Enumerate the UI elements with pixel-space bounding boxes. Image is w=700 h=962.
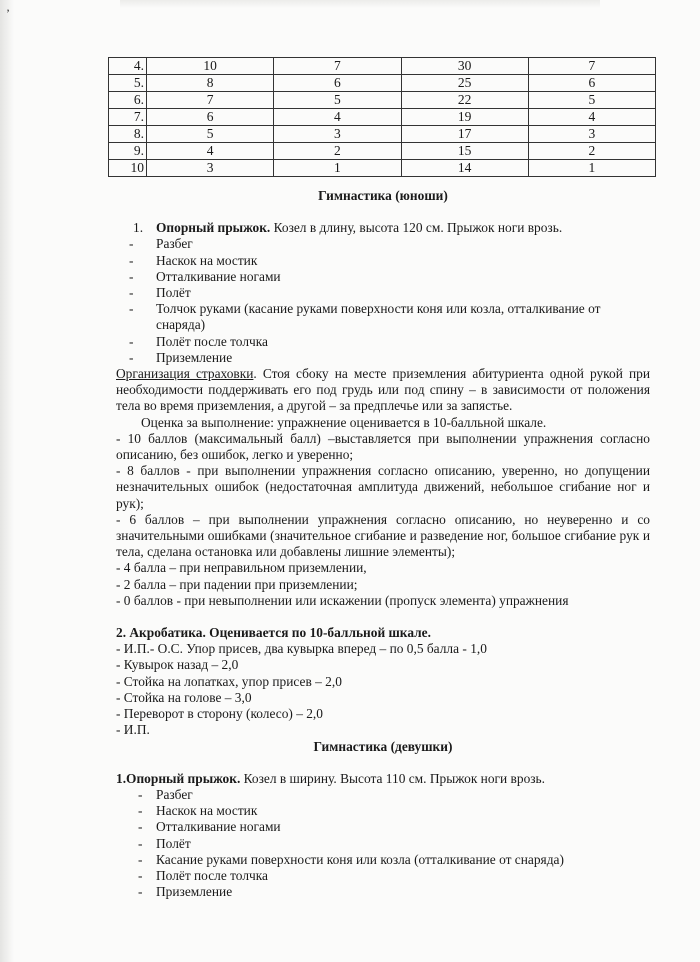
bullet-dash: - xyxy=(129,301,134,317)
table-cell: 5 xyxy=(147,126,274,143)
grading-line: - 0 баллов - при невыполнении или искажении (пропуск элемента) упражнения xyxy=(116,592,569,608)
bullet-dash: - xyxy=(129,236,134,252)
acrobatics-item: - Стойка на голове – 3,0 xyxy=(116,689,252,705)
list-item xyxy=(116,334,650,350)
table-cell: 10 xyxy=(147,58,274,75)
table-cell: 3 xyxy=(528,126,655,143)
girls-vault-title: 1.Опорный прыжок. xyxy=(116,770,241,786)
table-cell: 7 xyxy=(274,58,401,75)
list-item-text: Полёт после толчка xyxy=(156,867,268,883)
row-number-cell: 10 xyxy=(109,160,147,177)
list-item xyxy=(116,301,650,333)
bullet-dash: - xyxy=(129,252,134,268)
bullet-dash: - xyxy=(138,867,143,883)
acrobatics-item: - И.П.- О.С. Упор присев, два кувырка вперед – по 0,5 балла - 1,0 xyxy=(116,641,487,657)
table-row xyxy=(109,92,656,109)
list-item-text: Толчок руками (касание руками поверхности коня или козла, отталкивание от снаряда) xyxy=(156,301,601,333)
list-item xyxy=(116,868,650,884)
list-item xyxy=(116,350,650,366)
boys-vault-number: 1. xyxy=(133,220,144,236)
table-cell: 25 xyxy=(401,75,528,92)
boys-heading: Гимнастика (юноши) xyxy=(318,188,448,203)
grading-intro: Оценка за выполнение: упражнение оценивается в 10-балльной шкале. xyxy=(141,414,547,430)
acrobatics-item: - Переворот в сторону (колесо) – 2,0 xyxy=(116,706,323,722)
girls-vault-steps xyxy=(116,787,650,900)
table-cell: 3 xyxy=(274,126,401,143)
table-cell: 4 xyxy=(147,143,274,160)
grading-table xyxy=(108,57,656,177)
acrobatics-items xyxy=(116,641,650,738)
list-item-text: Полёт xyxy=(156,285,191,301)
boys-vault-item xyxy=(116,220,650,236)
table-row xyxy=(109,143,656,160)
list-item-text: Касание руками поверхности коня или козла (отталкивание от снаряда) xyxy=(156,851,564,867)
row-number-cell: 6. xyxy=(109,92,147,109)
girls-vault-text: Козел в ширину. Высота 110 см. Прыжок ноги врозь. xyxy=(240,770,546,786)
row-number-cell: 7. xyxy=(109,109,147,126)
bullet-dash: - xyxy=(129,333,134,349)
row-number-cell: 9. xyxy=(109,143,147,160)
table-cell: 4 xyxy=(528,109,655,126)
table-cell: 15 xyxy=(401,143,528,160)
table-cell: 19 xyxy=(401,109,528,126)
insurance-paragraph xyxy=(116,366,650,415)
grading-line: - 2 балла – при падении при приземлении; xyxy=(116,576,358,592)
table-cell: 1 xyxy=(528,160,655,177)
row-number-cell: 4. xyxy=(109,58,147,75)
list-item xyxy=(116,836,650,852)
list-item xyxy=(116,884,650,900)
boys-vault-title: Опорный прыжок. xyxy=(156,220,271,236)
grading-line: - 4 балла – при неправильном приземлении, xyxy=(116,560,367,576)
table-cell: 1 xyxy=(274,160,401,177)
table-cell: 2 xyxy=(274,143,401,160)
bullet-dash: - xyxy=(129,349,134,365)
list-item-text: Наскок на мостик xyxy=(156,252,258,268)
table-cell: 3 xyxy=(147,160,274,177)
list-item xyxy=(116,803,650,819)
grading-criteria xyxy=(116,431,650,609)
table-row xyxy=(109,160,656,177)
list-item xyxy=(116,269,650,285)
table-cell: 4 xyxy=(274,109,401,126)
grading-line: - 10 баллов (максимальный балл) –выставляется при выполнении упражнения согласно описанию, без ошибок, легко и уверенно; xyxy=(116,430,650,463)
table-cell: 17 xyxy=(401,126,528,143)
table-row xyxy=(109,75,656,92)
table-cell: 5 xyxy=(528,92,655,109)
bullet-dash: - xyxy=(138,851,143,867)
document-body xyxy=(116,188,650,900)
bullet-dash: - xyxy=(129,285,134,301)
acrobatics-item: - Кувырок назад – 2,0 xyxy=(116,657,239,673)
list-item xyxy=(116,852,650,868)
acrobatics-item: - И.П. xyxy=(116,722,150,738)
table-row xyxy=(109,109,656,126)
grading-line: - 6 баллов – при выполнении упражнения согласно описанию, но неуверенно и со значительными ошибками (значительное сгибание и разведение ног, большое сгибание рук и тела, сделана остановка или добавлены лишние элементы); xyxy=(116,511,650,560)
boys-vault-steps xyxy=(116,236,650,366)
list-item xyxy=(116,819,650,835)
row-number-cell: 5. xyxy=(109,75,147,92)
list-item-text: Полёт после толчка xyxy=(156,333,268,349)
page-corner-mark: ’ xyxy=(6,6,10,20)
row-number-cell: 8. xyxy=(109,126,147,143)
list-item-text: Разбег xyxy=(156,786,193,802)
list-item-text: Отталкивание ногами xyxy=(156,268,281,284)
list-item-text: Отталкивание ногами xyxy=(156,819,281,835)
list-item xyxy=(116,787,650,803)
table-cell: 5 xyxy=(274,92,401,109)
bullet-dash: - xyxy=(138,786,143,802)
table-cell: 6 xyxy=(147,109,274,126)
bullet-dash: - xyxy=(138,835,143,851)
scan-shadow-top xyxy=(120,0,600,8)
list-item-text: Разбег xyxy=(156,236,193,252)
table-cell: 7 xyxy=(528,58,655,75)
table-cell: 8 xyxy=(147,75,274,92)
list-item-text: Приземление xyxy=(156,884,233,900)
table-row xyxy=(109,126,656,143)
list-item xyxy=(116,253,650,269)
scan-shadow-left xyxy=(0,0,14,962)
acrobatics-heading: 2. Акробатика. Оценивается по 10-балльной шкале. xyxy=(116,625,431,641)
bullet-dash: - xyxy=(138,819,143,835)
insurance-text: . Стоя сбоку на месте приземления абитуриента одной рукой при необходимости поддерживать его под грудь или под спину – в зависимости от положения тела во время приземления, а другой – за предплечье или за запястье. xyxy=(116,366,650,414)
table-cell: 22 xyxy=(401,92,528,109)
bullet-dash: - xyxy=(129,268,134,284)
table-cell: 30 xyxy=(401,58,528,75)
list-item xyxy=(116,285,650,301)
list-item xyxy=(116,236,650,252)
bullet-dash: - xyxy=(138,884,143,900)
list-item-text: Полёт xyxy=(156,835,191,851)
table-cell: 6 xyxy=(528,75,655,92)
table-cell: 6 xyxy=(274,75,401,92)
boys-vault-text: Козел в длину, высота 120 см. Прыжок ноги врозь. xyxy=(270,220,563,236)
table-row xyxy=(109,58,656,75)
table-cell: 14 xyxy=(401,160,528,177)
acrobatics-item: - Стойка на лопатках, упор присев – 2,0 xyxy=(116,673,342,689)
grading-line: - 8 баллов - при выполнении упражнения согласно описанию, уверенно, но допущении незначительных ошибок (недостаточная амплитуда движений, небольшое сгибание ног и рук); xyxy=(116,463,650,511)
girls-vault-item xyxy=(116,771,650,787)
bullet-dash: - xyxy=(138,803,143,819)
table-cell: 7 xyxy=(147,92,274,109)
insurance-label: Организация страховки xyxy=(116,366,254,382)
table-cell: 2 xyxy=(528,143,655,160)
list-item-text: Наскок на мостик xyxy=(156,803,258,819)
girls-heading: Гимнастика (девушки) xyxy=(313,738,453,754)
list-item-text: Приземление xyxy=(156,349,233,365)
